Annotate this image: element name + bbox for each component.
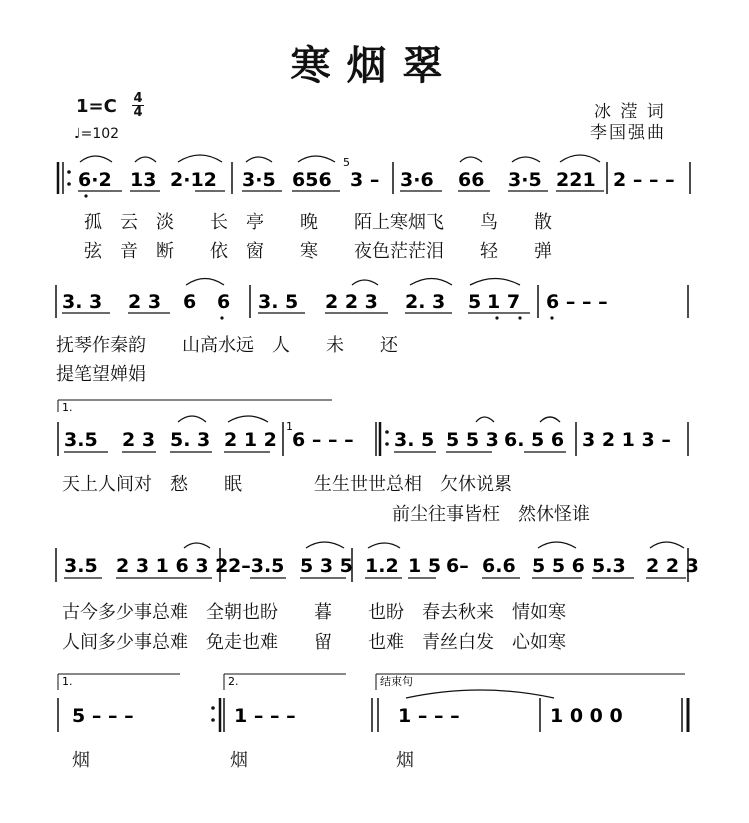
note-group: 5 bbox=[468, 291, 482, 313]
notation-mark bbox=[560, 155, 600, 162]
note-group: 5 – – – bbox=[72, 705, 134, 727]
note-group: 2·12 bbox=[170, 169, 217, 191]
grace-note: 1 bbox=[286, 420, 293, 433]
note-group: 2 2 3 bbox=[325, 291, 378, 313]
lyric-line: 抚琴作秦韵 山高水远 人 未 还 bbox=[56, 335, 398, 356]
note-group: 3·5 bbox=[242, 169, 276, 191]
row-1-notes bbox=[78, 156, 675, 191]
row-2-notes bbox=[62, 291, 608, 313]
notation-mark bbox=[476, 417, 494, 422]
note-group: 2 3 bbox=[128, 291, 162, 313]
note-group: 1 7 bbox=[487, 291, 521, 313]
notation-mark bbox=[550, 316, 553, 319]
notation-mark bbox=[84, 194, 87, 197]
note-group: 3·5 bbox=[508, 169, 542, 191]
note-group: 2. 3 bbox=[405, 291, 446, 313]
note-group: 5 5 6 bbox=[532, 555, 585, 577]
lyric-word: 烟 bbox=[72, 750, 90, 771]
notation-mark bbox=[650, 542, 684, 548]
volta-2-label: 2. bbox=[228, 675, 239, 688]
notation-mark bbox=[406, 690, 554, 698]
notation-mark bbox=[512, 157, 540, 162]
notation-mark bbox=[460, 157, 482, 162]
key-label: 1=C bbox=[76, 96, 117, 117]
note-group: 3. 3 bbox=[62, 291, 103, 313]
note-group: 3. 5 bbox=[394, 429, 435, 451]
note-group: 66 bbox=[458, 169, 485, 191]
note-group: 1 0 0 0 bbox=[550, 705, 623, 727]
note-group: 5 5 3 bbox=[446, 429, 499, 451]
note-group: 3.5 bbox=[64, 429, 98, 451]
note-group: 3.5 bbox=[64, 555, 98, 577]
note-group: 2 3 1 6 3 2 bbox=[116, 555, 229, 577]
notation-mark bbox=[306, 542, 344, 548]
notation-mark bbox=[470, 279, 520, 286]
notation-mark bbox=[211, 706, 215, 710]
notation-mark bbox=[518, 316, 521, 319]
notation-mark bbox=[178, 416, 206, 422]
note-group: 6.6 bbox=[482, 555, 516, 577]
tempo-marking: ♩=102 bbox=[74, 126, 120, 142]
note-group: 3. 5 bbox=[258, 291, 299, 313]
lyric-line: 前尘往事皆枉 然休怪谁 bbox=[392, 504, 590, 525]
note-group: 1.2 bbox=[365, 555, 399, 577]
note-group: 6– bbox=[446, 555, 469, 577]
note-group: 5 3 5 bbox=[300, 555, 353, 577]
note-group: 2 3 bbox=[122, 429, 156, 451]
note-group: 2 2 3 bbox=[646, 555, 699, 577]
note-group: 1 5 bbox=[408, 555, 442, 577]
notation-mark bbox=[220, 316, 223, 319]
note-group: 221 bbox=[556, 169, 596, 191]
note-group: 6 bbox=[217, 291, 231, 313]
note-group: 3 – bbox=[350, 169, 380, 191]
volta-1-label: 1. bbox=[62, 675, 73, 688]
volta-1-label: 1. bbox=[62, 401, 73, 414]
lyric-word: 烟 bbox=[396, 750, 414, 771]
notation-mark bbox=[211, 718, 215, 722]
note-group: 5. 3 bbox=[170, 429, 211, 451]
lyric-line: 天上人间对 愁 眠 生生世世总相 欠休说累 bbox=[62, 474, 512, 495]
notation-mark bbox=[184, 543, 210, 548]
notation-mark bbox=[178, 155, 222, 162]
note-group: 5.3 bbox=[592, 555, 626, 577]
note-group: 1 – – – bbox=[234, 705, 296, 727]
note-group: 2–3.5 bbox=[228, 555, 285, 577]
notation-mark bbox=[538, 542, 576, 548]
note-group: 6 bbox=[183, 291, 197, 313]
song-title: 寒烟翠 bbox=[290, 43, 459, 89]
notation-mark bbox=[67, 170, 71, 174]
note-group: 6 – – – bbox=[546, 291, 608, 313]
row-4-notes bbox=[64, 555, 699, 577]
notation-mark bbox=[186, 279, 224, 286]
time-sig-top: 4 bbox=[133, 91, 143, 106]
notation-mark bbox=[368, 543, 400, 548]
grace-note: 5 bbox=[343, 156, 350, 169]
note-group: 6. 5 6 bbox=[504, 429, 565, 451]
note-group: 3 2 1 3 – bbox=[582, 429, 671, 451]
notation-mark bbox=[135, 157, 156, 162]
notation-mark bbox=[385, 442, 389, 446]
note-group: 6·2 bbox=[78, 169, 112, 191]
note-group: 3·6 bbox=[400, 169, 434, 191]
notation-mark bbox=[228, 416, 268, 422]
ending-label: 结束句 bbox=[380, 675, 413, 688]
note-group: 1 – – – bbox=[398, 705, 460, 727]
composer-credit: 李国强曲 bbox=[590, 123, 666, 143]
lyric-line: 提笔望婵娟 bbox=[56, 364, 146, 385]
notation-mark bbox=[540, 417, 560, 422]
row-3-notes bbox=[64, 420, 671, 451]
note-group: 656 bbox=[292, 169, 332, 191]
notation-mark bbox=[385, 430, 389, 434]
lyric-line: 人间多少事总难 免走也难 留 也难 青丝白发 心如寒 bbox=[62, 632, 566, 653]
notation-mark bbox=[246, 157, 272, 162]
note-group: 13 bbox=[130, 169, 157, 191]
lyric-word: 烟 bbox=[230, 750, 248, 771]
notation-mark bbox=[67, 182, 71, 186]
lyric-line: 孤 云 淡 长 亭 晚 陌上寒烟飞 鸟 散 bbox=[84, 212, 552, 233]
notation-mark bbox=[352, 280, 378, 285]
notation-mark bbox=[80, 156, 112, 162]
notation-mark bbox=[298, 156, 335, 162]
note-group: 6 – – – bbox=[292, 429, 354, 451]
note-group: 2 1 2 bbox=[224, 429, 277, 451]
lyricist-credit: 冰 滢 词 bbox=[594, 102, 666, 122]
lyric-line: 古今多少事总难 全朝也盼 暮 也盼 春去秋来 情如寒 bbox=[62, 602, 566, 623]
lyric-line: 弦 音 断 依 窗 寒 夜色茫茫泪 轻 弹 bbox=[84, 241, 552, 262]
notation-mark bbox=[410, 279, 452, 286]
notation-mark bbox=[495, 316, 498, 319]
note-group: 2 – – – bbox=[613, 169, 675, 191]
time-sig-bottom: 4 bbox=[133, 105, 143, 120]
